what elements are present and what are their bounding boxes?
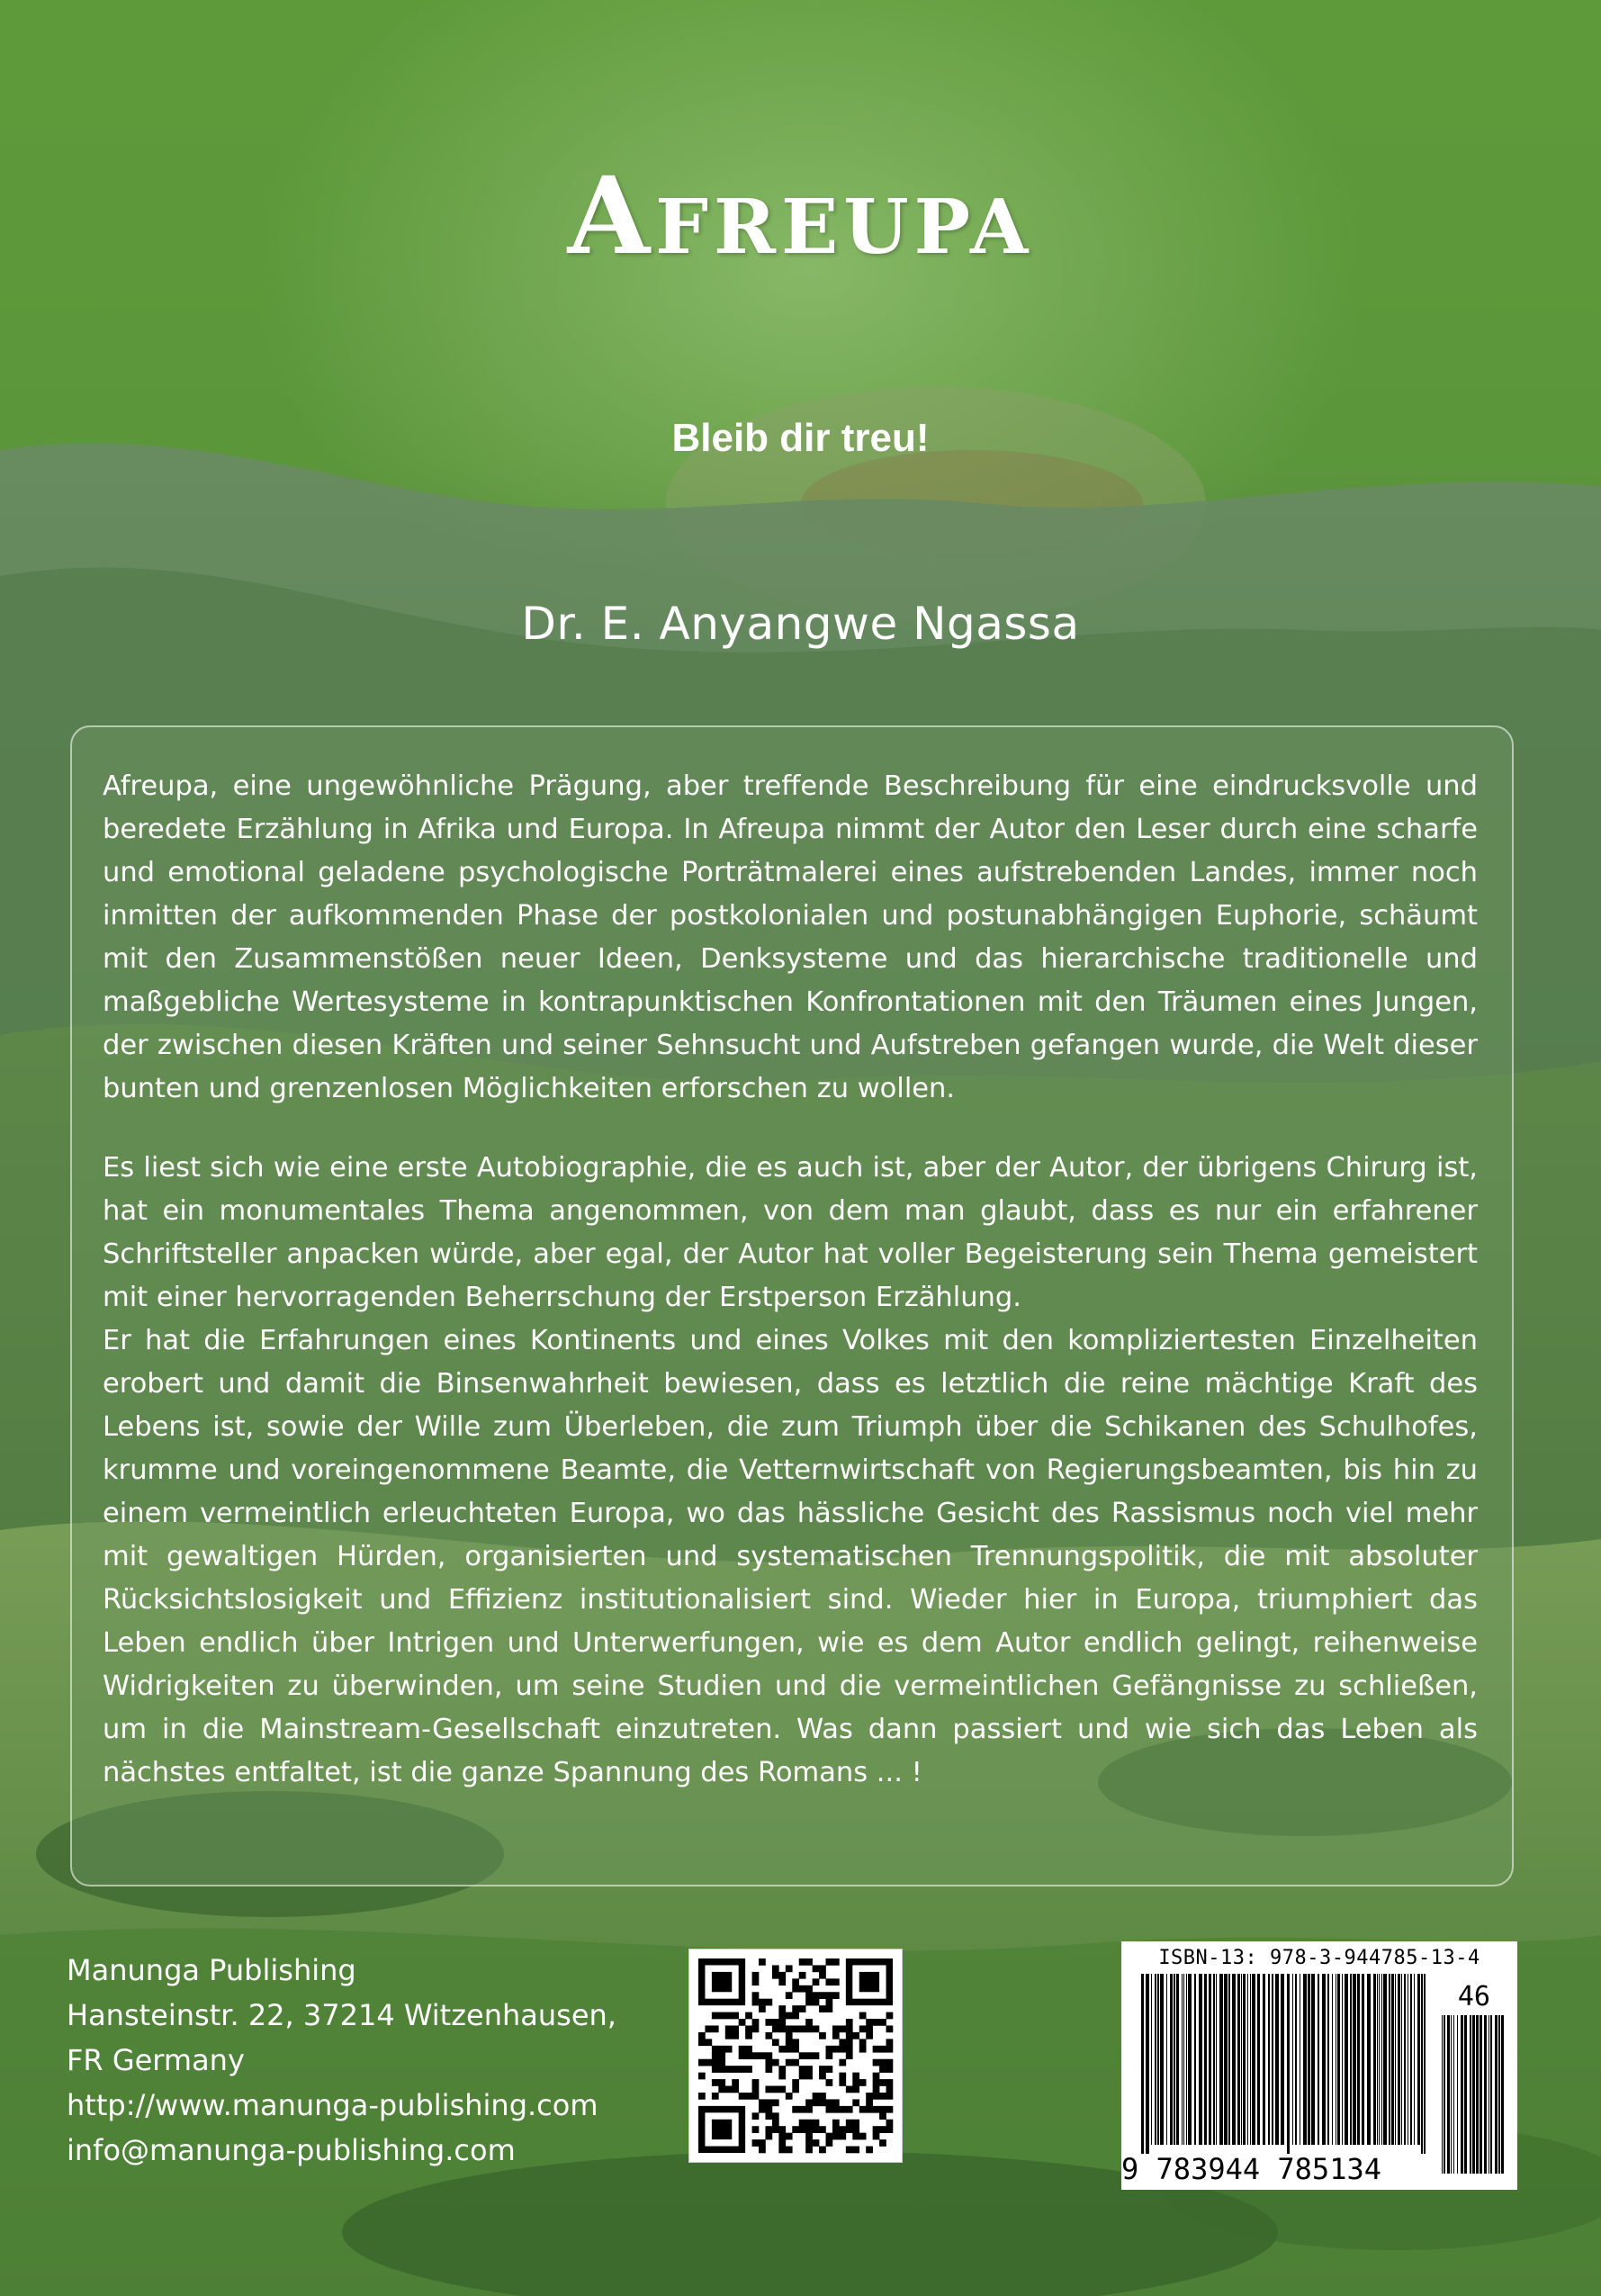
isbn-label: ISBN-13: 978-3-944785-13-4 bbox=[1158, 1947, 1480, 1969]
book-subtitle: Bleib dir treu! bbox=[671, 416, 930, 460]
blurb-paragraph: Es liest sich wie eine erste Autobiographie, die es auch ist, aber der Autor, der übrigens Chirurg ist, hat ein monumentales Thema angenommen, von dem man glaubt, dass es nur ein erfahrener Schriftsteller anpacken würde, aber egal, der Autor hat voller Begeisterung sein Thema gemeistert mit einer hervorragenden Beherrschung der Erstperson Erzählung. bbox=[103, 1152, 1478, 1313]
publisher-country: FR Germany bbox=[67, 2043, 245, 2077]
publisher-info bbox=[67, 1948, 616, 2173]
author-name: Dr. E. Anyangwe Ngassa bbox=[521, 598, 1080, 650]
publisher-email: info@manunga-publishing.com bbox=[67, 2133, 516, 2167]
publisher-website: http://www.manunga-publishing.com bbox=[67, 2088, 598, 2122]
blurb-paragraph: Er hat die Erfahrungen eines Kontinents und eines Volkes mit den kompliziertesten Einzelheiten erobert und damit die Binsenwahrheit bewiesen, dass es letztlich die reine mächtige Kraft des Lebens ist, sowie der Wille zum Überleben, die zum Triumph über die Schikanen des Schulhofes, krumme und voreingenommene Beamte, die Vetternwirtschaft von Regierungsbeamten, bis hin zu einem vermeintlich erleuchteten Europa, wo das hässliche Gesicht des Rassismus noch viel mehr mit gewaltigen Hürden, organisierten und systematischen Trennungspolitik, die mit absoluter Rücksichtslosigkeit und Effizienz institutionalisiert sind. Wieder hier in Europa, triumphiert das Leben endlich über Intrigen und Unterwerfungen, wie es dem Autor endlich gelingt, reihenweise Widrigkeiten zu überwinden, um seine Studien und die vermeintlichen Gefängnisse zu schließen, um in die Mainstream-Gesellschaft einzutreten. Was dann passiert und wie sich das Leben als nächstes entfaltet, ist die ganze Spannung des Romans ... ! bbox=[103, 1325, 1478, 1788]
ean-digits: 9 783944 785134 bbox=[1121, 2152, 1381, 2186]
publisher-name: Manunga Publishing bbox=[67, 1953, 356, 1987]
qr-code bbox=[688, 1949, 903, 2163]
price-addon: 46 bbox=[1457, 1981, 1490, 2012]
book-title: Afreupa bbox=[567, 153, 1034, 278]
blurb-text bbox=[103, 765, 1478, 1795]
publisher-address: Hansteinstr. 22, 37214 Witzenhausen, bbox=[67, 1998, 616, 2032]
blurb-paragraph: Afreupa, eine ungewöhnliche Prägung, aber treffende Beschreibung für eine eindrucksvolle und beredete Erzählung in Afrika und Europa. In Afreupa nimmt der Autor den Leser durch eine scharfe und emotional geladene psychologische Porträtmalerei eines aufstrebenden Landes, immer noch inmitten der aufkommenden Phase der postkolonialen und postunabhängigen Euphorie, schäumt mit den Zusammenstößen neuer Ideen, Denksysteme und das hierarchische traditionelle und maßgebliche Wertesysteme in kontrapunktischen Konfrontationen mit den Träumen eines Jungen, der zwischen diesen Kräften und seiner Sehnsucht und Aufstreben gefangen wurde, die Welt dieser bunten und grenzenlosen Möglichkeiten erforschen zu wollen. bbox=[103, 770, 1478, 1104]
isbn-barcode bbox=[1121, 1941, 1517, 2190]
